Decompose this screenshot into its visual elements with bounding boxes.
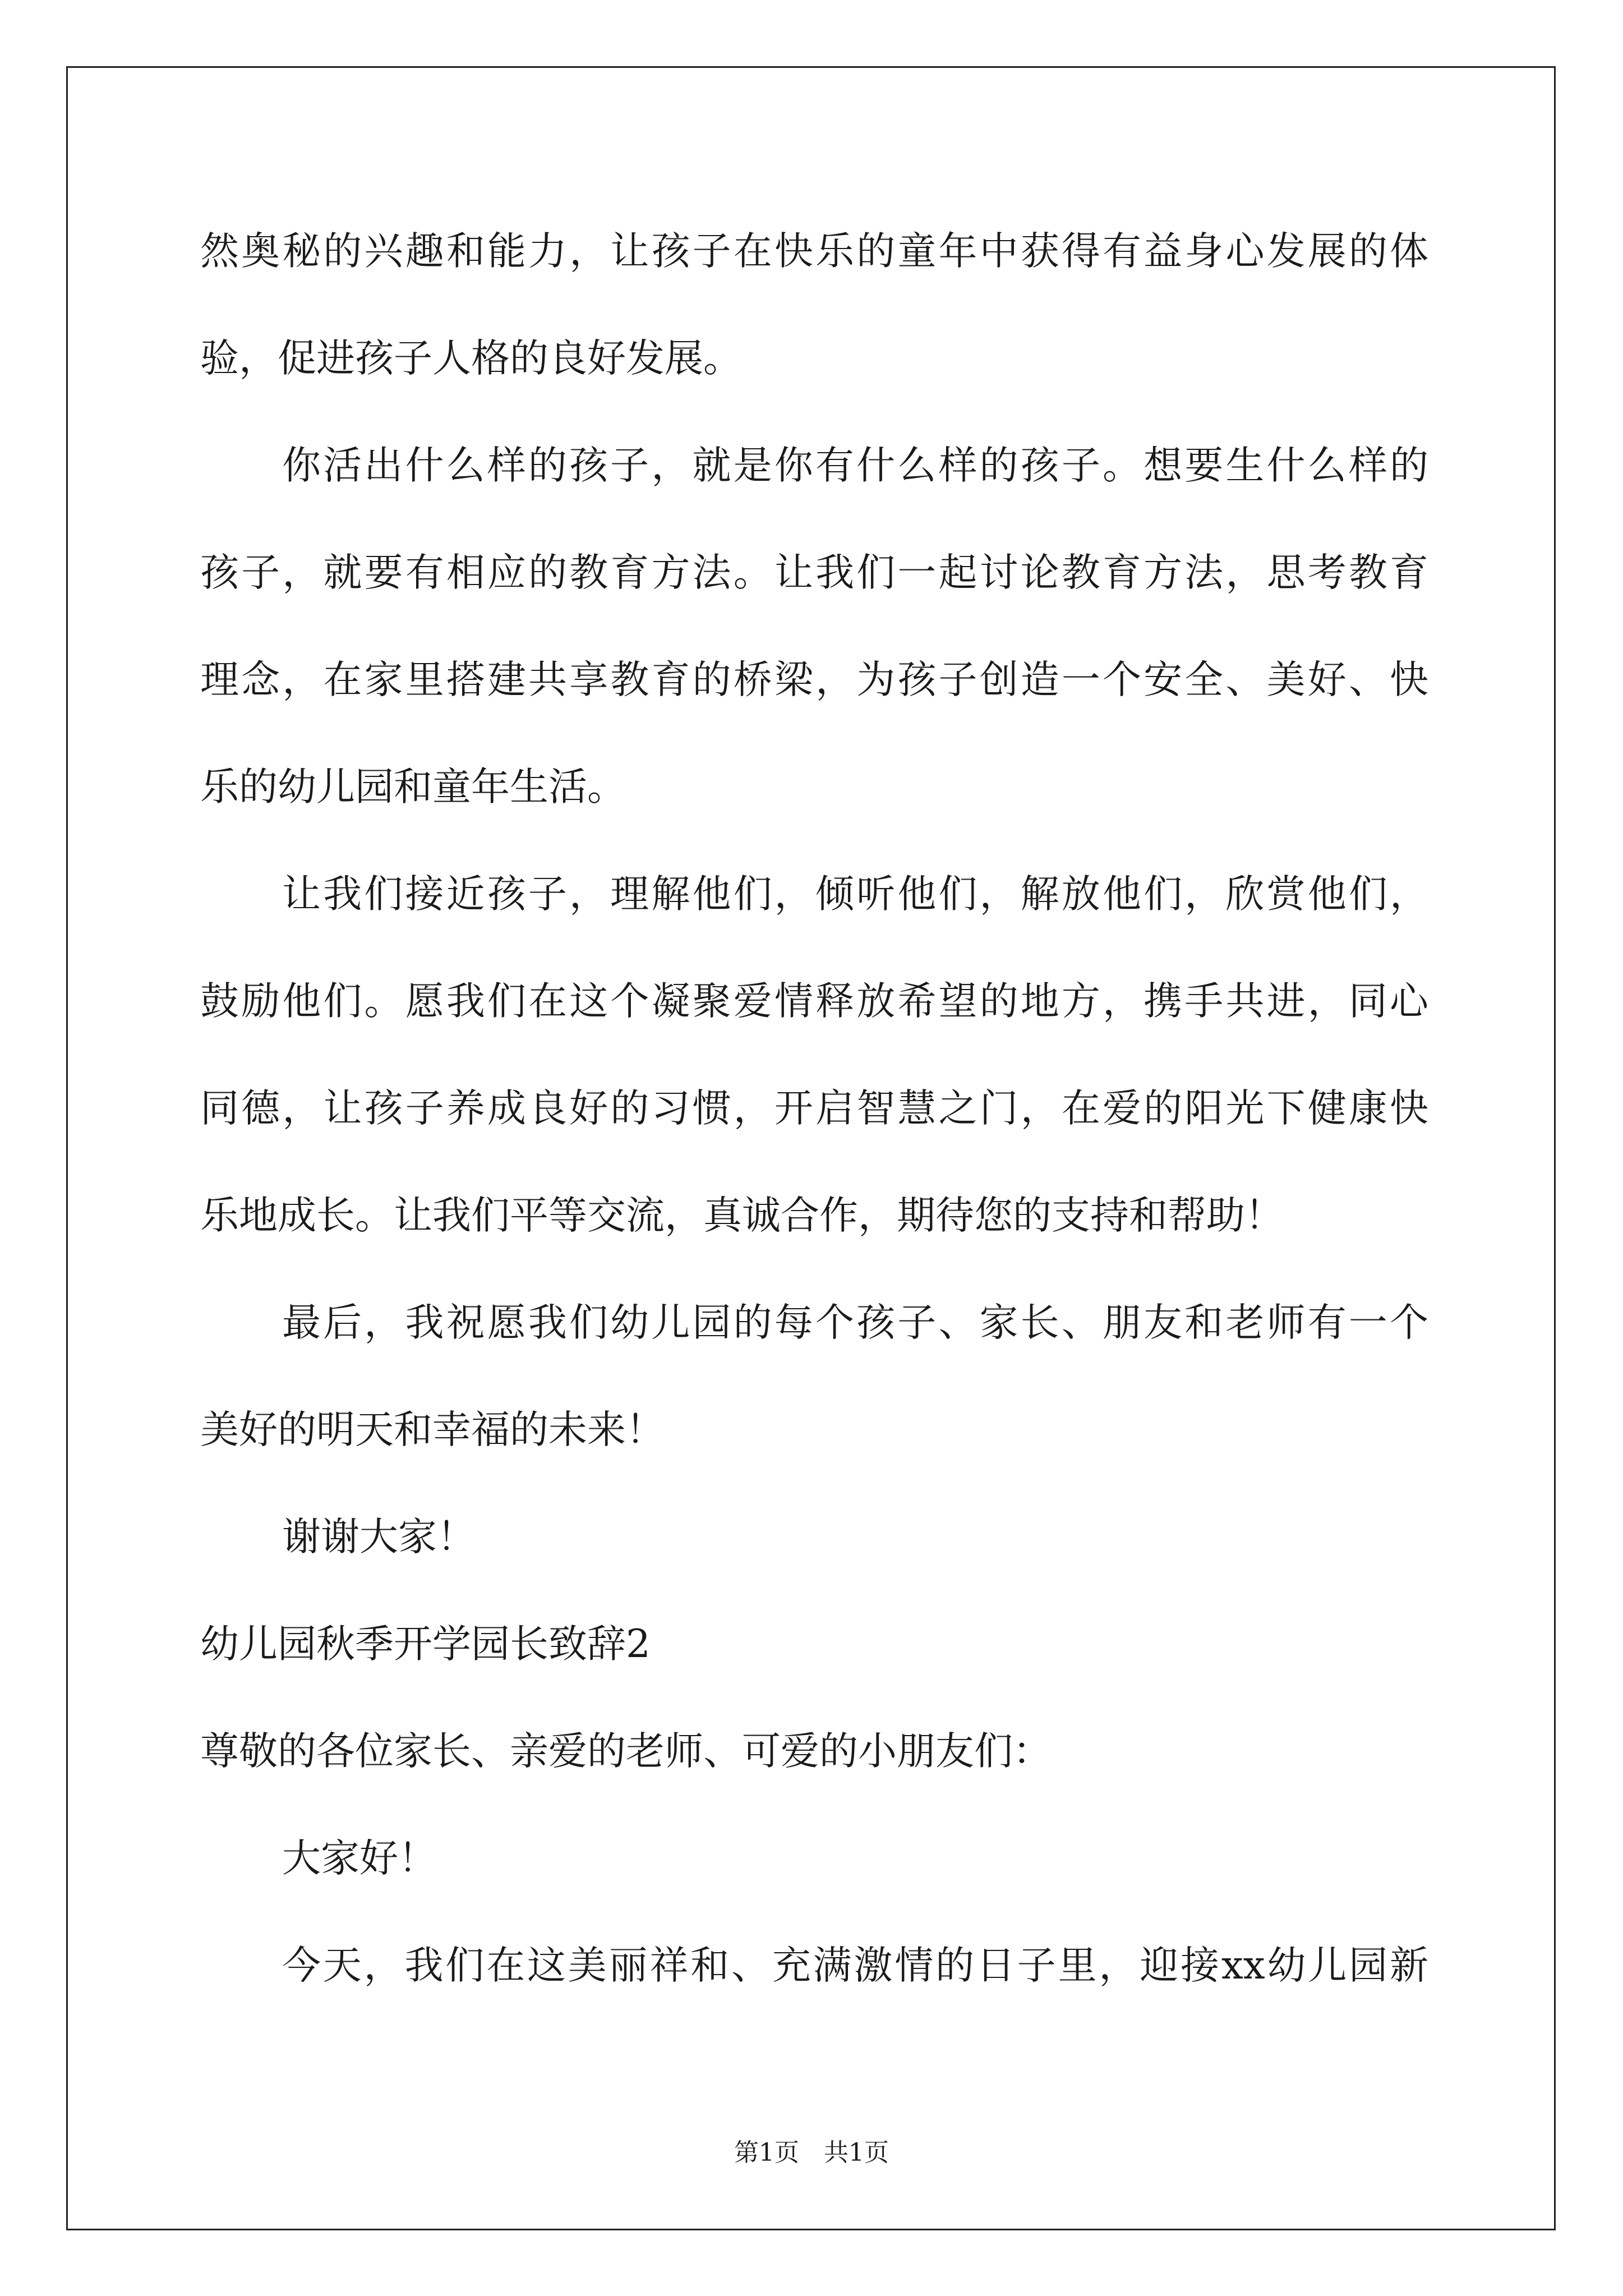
text-line: 乐的幼儿园和童年生活。 [200,765,626,809]
closing-thanks: 谢谢大家！ [282,1515,476,1559]
page-number-total: 共1页 [824,2138,889,2167]
section-title: 幼儿园秋季开学园长致辞2 [200,1622,651,1667]
text-line: 美好的明天和幸福的未来！ [200,1407,665,1452]
text-line: 孩子，就要有相应的教育方法。让我们一起讨论教育方法，思考教育 [200,550,1428,595]
paragraph-start-line: 最后，我祝愿我们幼儿园的每个孩子、家长、朋友和老师有一个 [282,1300,1428,1345]
text-line: 理念，在家里搭建共享教育的桥梁，为孩子创造一个安全、美好、快 [200,657,1428,702]
paragraph-start-line: 今天，我们在这美丽祥和、充满激情的日子里，迎接xx幼儿园新 [282,1943,1428,1988]
text-line: 然奥秘的兴趣和能力，让孩子在快乐的童年中获得有益身心发展的体 [200,229,1428,274]
text-line: 乐地成长。让我们平等交流，真诚合作，期待您的支持和帮助！ [200,1193,1284,1238]
paragraph-start-line: 让我们接近孩子，理解他们，倾听他们，解放他们，欣赏他们， [282,872,1428,917]
text-line: 同德，让孩子养成良好的习惯，开启智慧之门，在爱的阳光下健康快 [200,1086,1428,1131]
page-border [66,66,1556,2230]
page-number-current: 第1页 [734,2138,799,2167]
text-line: 验，促进孩子人格的良好发展。 [200,336,742,381]
page-footer [0,2136,1623,2170]
greeting: 大家好！ [282,1836,437,1881]
text-line: 鼓励他们。愿我们在这个凝聚爱情释放希望的地方，携手共进，同心 [200,979,1428,1024]
salutation: 尊敬的各位家长、亲爱的老师、可爱的小朋友们： [200,1729,1052,1774]
paragraph-start-line: 你活出什么样的孩子，就是你有什么样的孩子。想要生什么样的 [282,443,1428,488]
